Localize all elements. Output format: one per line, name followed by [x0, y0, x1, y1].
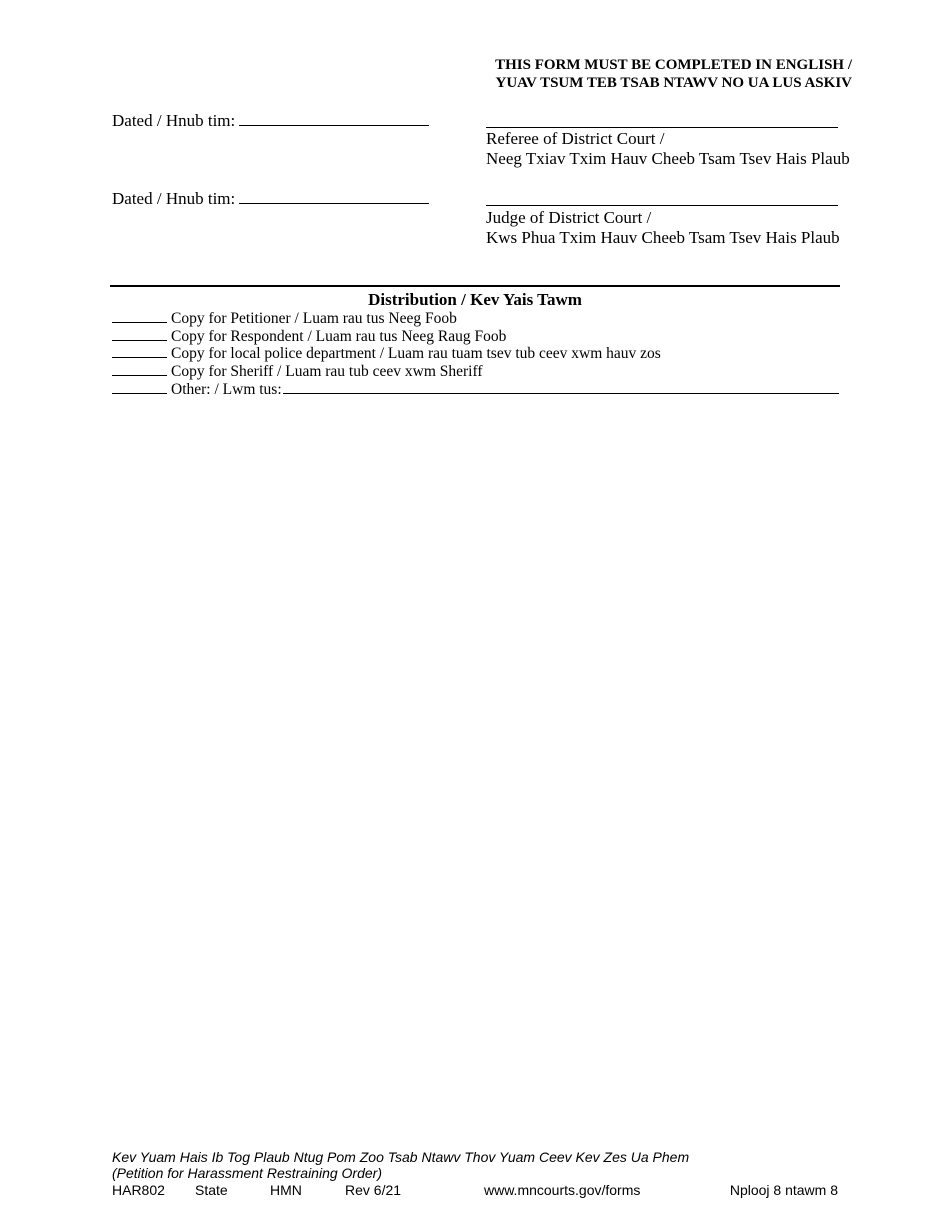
referee-title-hmong: Neeg Txiav Txim Hauv Cheeb Tsam Tsev Hais Plaub [486, 149, 850, 168]
distribution-item-other[interactable] [112, 381, 839, 399]
dated-label: Dated / Hnub tim: [112, 189, 236, 208]
distribution-item-petitioner[interactable] [112, 310, 457, 328]
distribution-item-label: Copy for Sheriff / Luam rau tub ceev xwm Sheriff [171, 363, 483, 380]
judge-signature-line[interactable] [486, 205, 838, 206]
date-blank[interactable] [239, 188, 429, 204]
dated-field-judge[interactable] [112, 188, 429, 209]
judge-title-english: Judge of District Court / [486, 208, 652, 227]
english-notice [495, 56, 852, 92]
distribution-item-respondent[interactable] [112, 328, 506, 346]
distribution-item-police[interactable] [112, 345, 661, 363]
footer-title-english: (Petition for Harassment Restraining Order) [112, 1165, 382, 1181]
distribution-item-label: Copy for Petitioner / Luam rau tus Neeg Foob [171, 310, 457, 327]
referee-title [486, 129, 850, 169]
footer-form-code: HAR802 [112, 1182, 165, 1198]
referee-signature-line[interactable] [486, 127, 838, 128]
judge-title [486, 208, 840, 248]
check-blank[interactable] [112, 328, 167, 341]
footer-state: State [195, 1182, 228, 1198]
section-divider [110, 285, 840, 287]
check-blank[interactable] [112, 363, 167, 376]
distribution-title: Distribution / Kev Yais Tawm [368, 290, 582, 309]
footer-language: HMN [270, 1182, 302, 1198]
notice-line-2: YUAV TSUM TEB TSAB NTAWV NO UA LUS ASKIV [495, 75, 852, 91]
dated-field-referee[interactable] [112, 110, 429, 131]
date-blank[interactable] [239, 110, 429, 126]
distribution-item-sheriff[interactable] [112, 363, 483, 381]
distribution-item-label: Copy for Respondent / Luam rau tus Neeg Raug Foob [171, 328, 507, 345]
dated-label: Dated / Hnub tim: [112, 111, 236, 130]
check-blank[interactable] [112, 381, 167, 394]
notice-line-1: THIS FORM MUST BE COMPLETED IN ENGLISH / [495, 57, 852, 73]
footer-title-hmong: Kev Yuam Hais Ib Tog Plaub Ntug Pom Zoo Tsab Ntawv Thov Yuam Ceev Kev Zes Ua Phem [112, 1149, 690, 1165]
footer-url[interactable]: www.mncourts.gov/forms [484, 1182, 641, 1198]
distribution-item-label: Copy for local police department / Luam rau tuam tsev tub ceev xwm hauv zos [171, 345, 661, 362]
referee-title-english: Referee of District Court / [486, 129, 665, 148]
other-fill-line[interactable] [283, 381, 839, 394]
check-blank[interactable] [112, 310, 167, 323]
judge-title-hmong: Kws Phua Txim Hauv Cheeb Tsam Tsev Hais Plaub [486, 228, 840, 247]
footer-revision: Rev 6/21 [345, 1182, 402, 1198]
footer-page-number: Nplooj 8 ntawm 8 [729, 1182, 838, 1198]
check-blank[interactable] [112, 345, 167, 358]
other-label: Other: / Lwm tus: [171, 381, 282, 398]
